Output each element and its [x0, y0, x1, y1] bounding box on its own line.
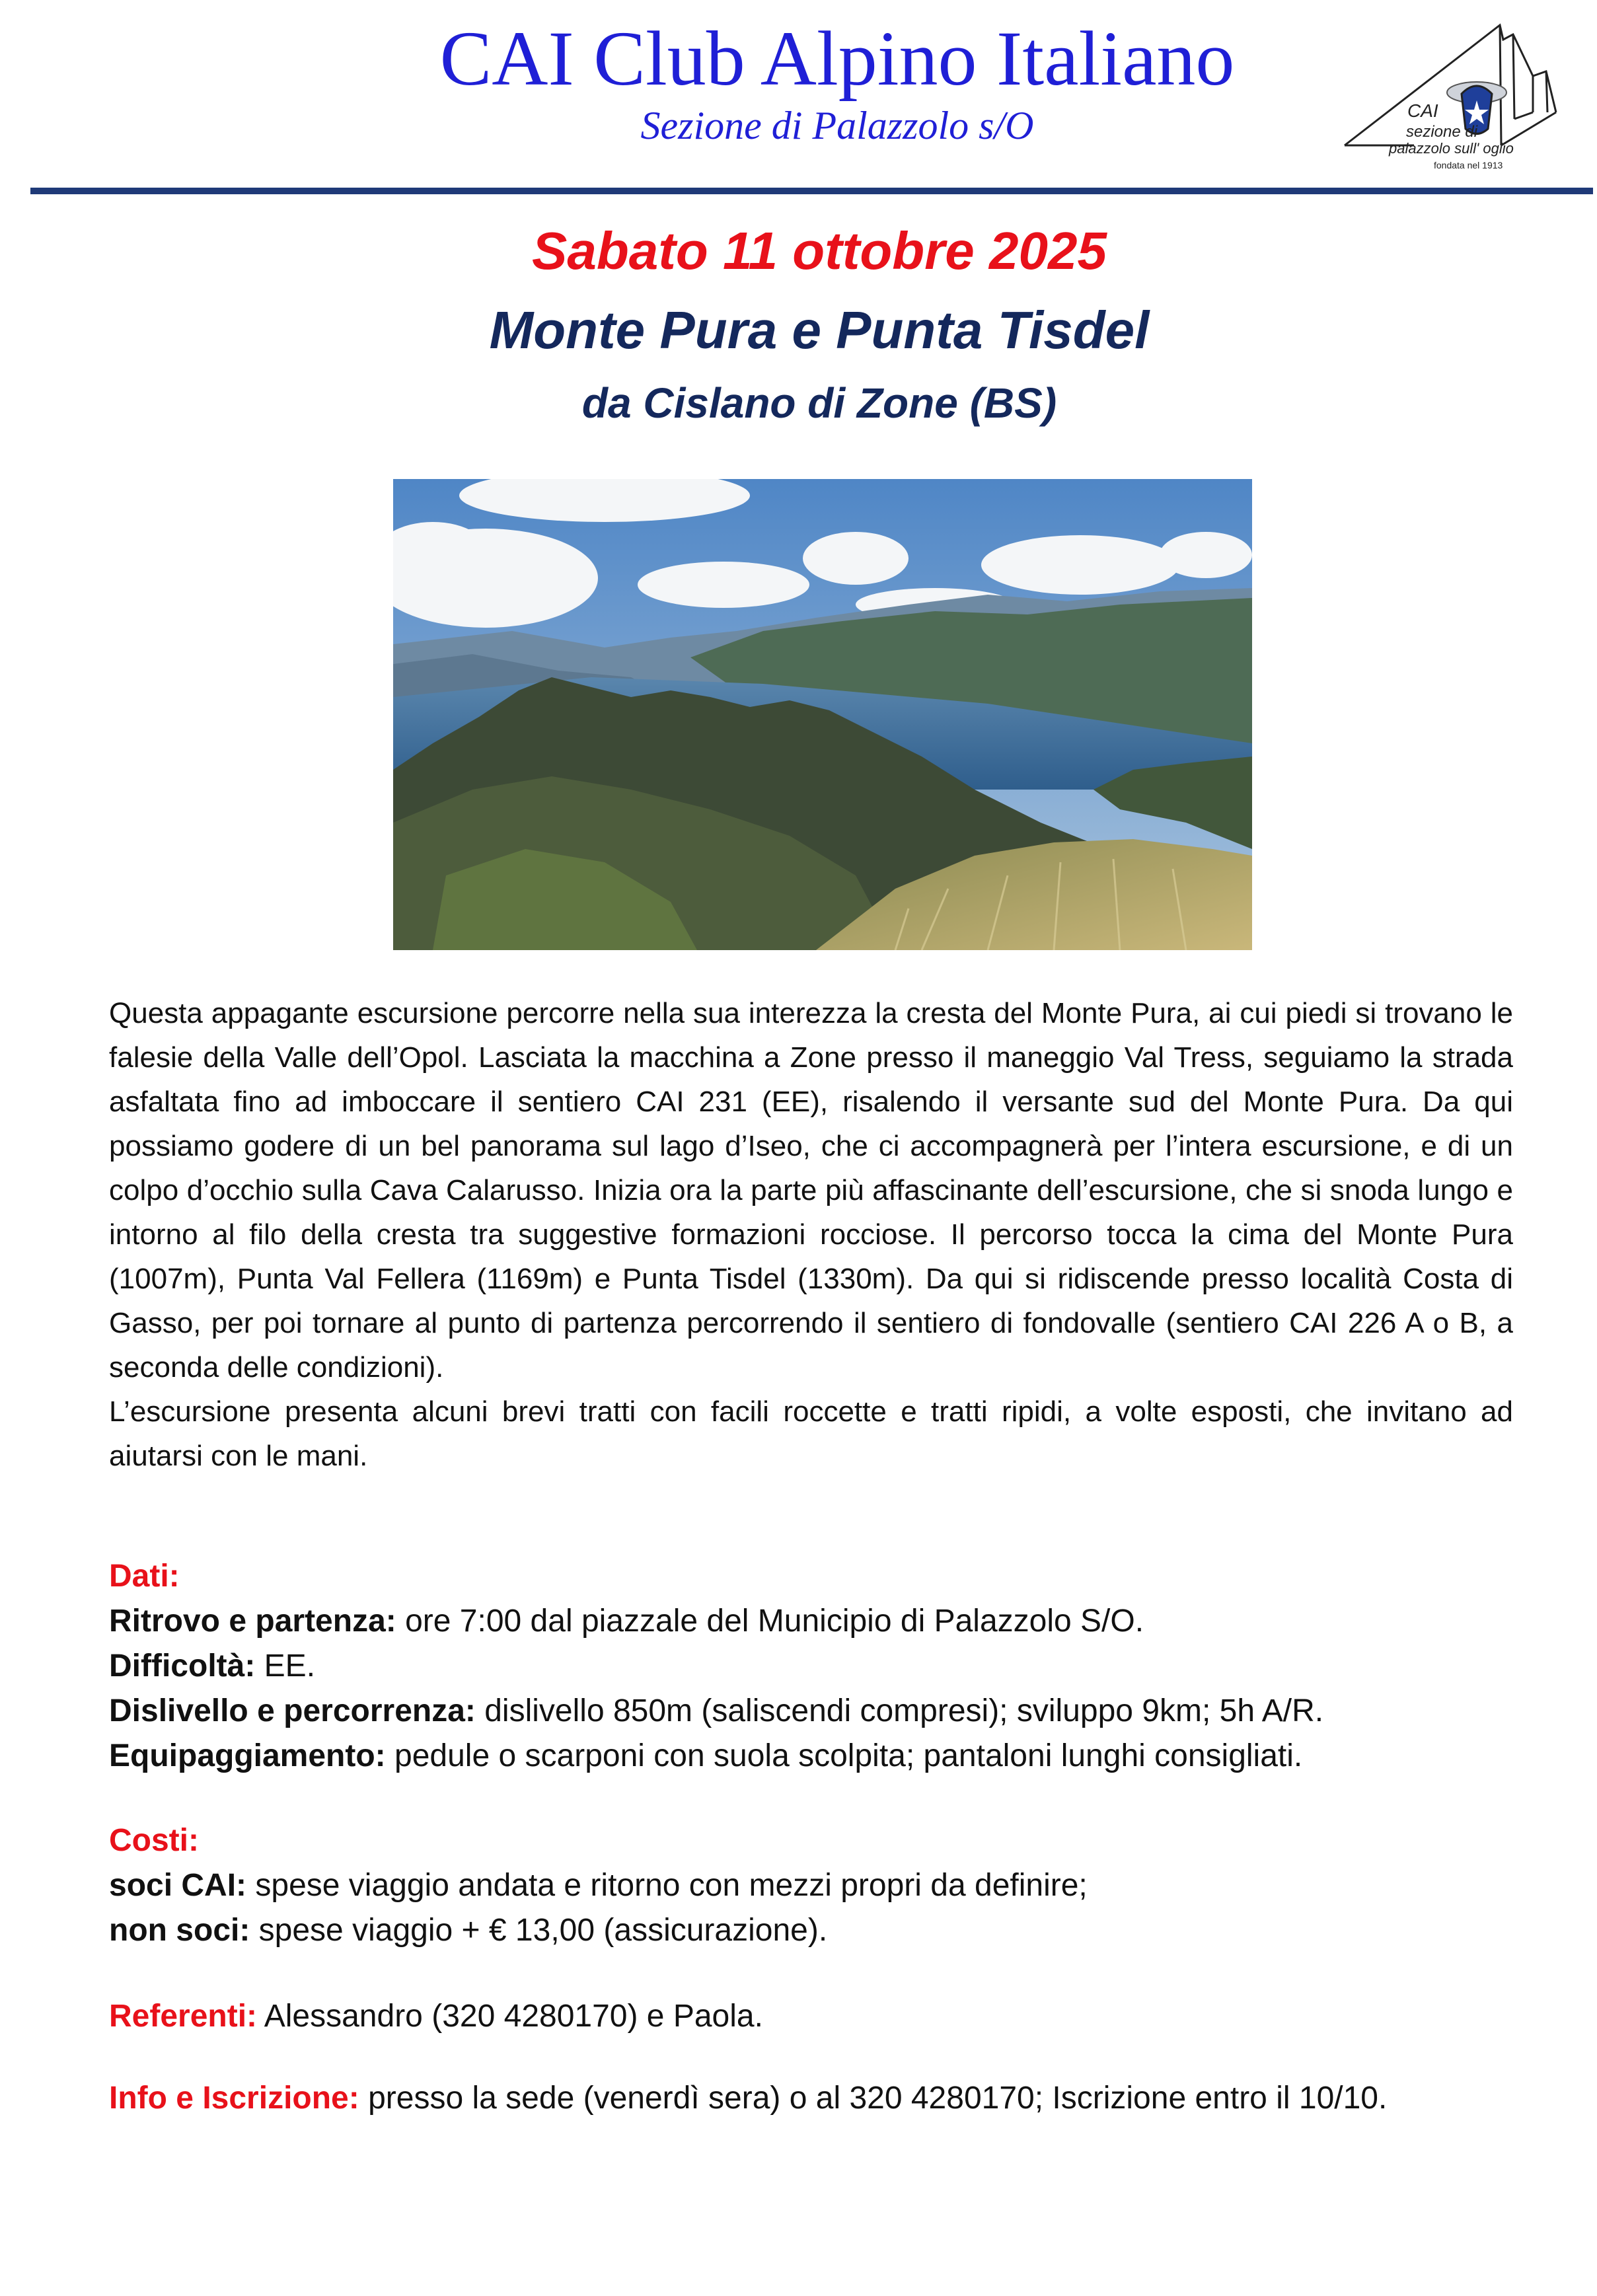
mountain-lake-photo	[393, 479, 1252, 950]
referenti-section	[109, 1994, 1563, 2039]
header-title: CAI Club Alpino Italiano	[439, 15, 1235, 102]
dati-section	[109, 1554, 1563, 1779]
costi-section	[109, 1818, 1563, 1953]
costi-soci	[109, 1863, 1563, 1908]
logo-text-cai: CAI	[1407, 100, 1438, 121]
info-line	[109, 2076, 1563, 2121]
dati-dislivello	[109, 1689, 1563, 1734]
description	[109, 991, 1513, 1478]
description-paragraph-2: L’escursione presenta alcuni brevi tratti con facili roccette e tratti ripidi, a volte esposti, che invitano ad aiutarsi con le mani.	[109, 1395, 1513, 1472]
info-section	[109, 2076, 1563, 2121]
dati-ritrovo	[109, 1599, 1563, 1644]
costi-nonsoci	[109, 1908, 1563, 1953]
logo-text-palazzolo: palazzolo sull' oglio	[1389, 140, 1514, 157]
event-origin: da Cislano di Zone (BS)	[581, 379, 1057, 427]
cai-logo	[1335, 13, 1559, 198]
referenti-line	[109, 1994, 1563, 2039]
referenti-label: Referenti:	[109, 1999, 258, 2034]
costi-nonsoci-label: non soci:	[109, 1913, 250, 1948]
info-value: presso la sede (venerdì sera) o al 320 4280170; Iscrizione entro il 10/10.	[359, 2081, 1388, 2116]
description-paragraph-1: Questa appagante escursione percorre nella sua interezza la cresta del Monte Pura, ai cui piedi si trovano le falesie della Valle dell’Opol. Lasciata la macchina a Zone presso il maneggio Val Tress, seguiamo la strada asfaltata fino ad imboccare il sentiero CAI 231 (EE), risalendo il versante sud del Monte Pura. Da qui possiamo godere di un bel panorama sul lago d’Iseo, che ci accompagnerà per l’intera escursione, e di un colpo d’occhio sulla Cava Calarusso. Inizia ora la parte più affascinante dell’escursione, che si snoda lungo e intorno al filo della cresta tra suggestive formazioni rocciose. Il percorso tocca la cima del Monte Pura (1007m), Punta Val Fellera (1169m) e Punta Tisdel (1330m). Da qui si ridiscende presso località Costa di Gasso, per poi tornare al punto di partenza percorrendo il sentiero di fondovalle (sentiero CAI 226 A o B, a seconda delle condizioni).	[109, 997, 1513, 1384]
logo-text-fondata: fondata nel 1913	[1434, 160, 1503, 170]
referenti-value: Alessandro (320 4280170) e Paola.	[257, 1999, 763, 2034]
dati-dislivello-label: Dislivello e percorrenza:	[109, 1693, 476, 1728]
dati-equip-value: pedule o scarponi con suola scolpita; pantaloni lunghi consigliati.	[385, 1738, 1303, 1773]
dati-ritrovo-label: Ritrovo e partenza:	[109, 1604, 396, 1639]
costi-heading: Costi:	[109, 1823, 199, 1858]
dati-dislivello-value: dislivello 850m (saliscendi compresi); sviluppo 9km; 5h A/R.	[475, 1693, 1324, 1728]
event-date: Sabato 11 ottobre 2025	[532, 221, 1107, 280]
info-label: Info e Iscrizione:	[109, 2081, 359, 2116]
dati-equipaggiamento	[109, 1734, 1563, 1779]
logo-text-sezione: sezione di	[1406, 123, 1478, 141]
costi-nonsoci-value: spese viaggio + € 13,00 (assicurazione).	[250, 1913, 828, 1948]
event-title: Monte Pura e Punta Tisdel	[489, 301, 1150, 359]
costi-soci-label: soci CAI:	[109, 1868, 247, 1903]
dati-difficolta-label: Difficoltà:	[109, 1648, 256, 1684]
header-divider	[30, 188, 1593, 194]
dati-equip-label: Equipaggiamento:	[109, 1738, 386, 1773]
mountain-logo-icon	[1335, 13, 1559, 198]
dati-difficolta-value: EE.	[255, 1648, 316, 1684]
header-subtitle: Sezione di Palazzolo s/O	[640, 104, 1034, 147]
dati-difficolta	[109, 1644, 1563, 1689]
dati-heading: Dati:	[109, 1559, 180, 1594]
costi-soci-value: spese viaggio andata e ritorno con mezzi propri da definire;	[246, 1868, 1088, 1903]
dati-ritrovo-value: ore 7:00 dal piazzale del Municipio di Palazzolo S/O.	[396, 1604, 1144, 1639]
